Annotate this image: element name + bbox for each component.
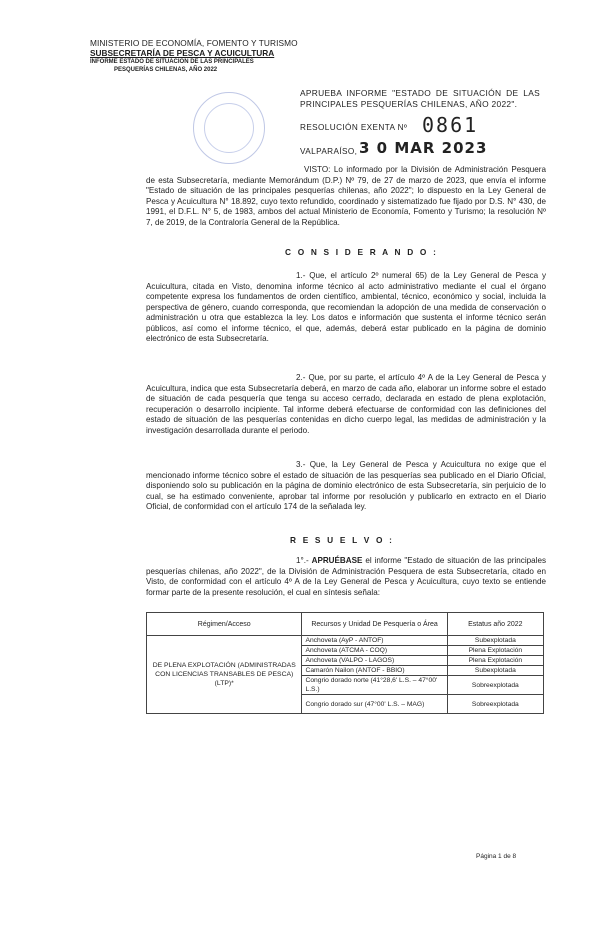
item-number: 1.-: [296, 271, 306, 280]
table-row: [147, 636, 544, 646]
undersecretariat-name: SUBSECRETARÍA DE PESCA Y ACUICULTURA: [90, 48, 275, 58]
official-stamp: [193, 92, 265, 164]
resuelvo-paragraph: [146, 556, 546, 598]
resolution-number: 0861: [422, 113, 479, 137]
item-text: Que, la Ley General de Pesca y Acuicultura no exige que el mencionado informe técnico sobre el estado de situación de las pesquerías sea publicado en el Diario Oficial, disponiendo solo su publicación en la página de dominio electrónico de esta Subsecretaría, sin perjuicio de lo cual, se ha estimado conveniente, aprobar tal informe por resolución y publicarlo en extracto en el Diario Oficial, de conformidad con el artículo 174 de la señalada ley.: [146, 460, 546, 511]
item-number: 2.-: [296, 373, 306, 382]
visto-paragraph: [146, 165, 546, 228]
regimen-cell: DE PLENA EXPLOTACIÓN (ADMINISTRADAS CON LICENCIAS TRANSABLES DE PESCA) (LTP)*: [147, 636, 302, 714]
ministry-name: MINISTERIO DE ECONOMÍA, FOMENTO Y TURISMO: [90, 38, 298, 48]
place-label: VALPARAÍSO,: [300, 147, 358, 156]
resolution-label: RESOLUCIÓN EXENTA Nº: [300, 123, 408, 132]
considerando-item-3: [146, 460, 546, 513]
recurso-cell: Congrio dorado norte (41°28,6' L.S. – 47°00' L.S.): [302, 676, 447, 695]
resuelvo-text: el informe "Estado de situación de las principales pesquerías chilenas, año 2022", de la División de Administración Pesquera de esta Subsecretaría, citado en Visto, de conformidad con el artículo 4º A de la Ley General de Pesca y Acuicultura, cuyo texto se entiende formar parte de la presente resolución, el cual en síntesis señala:: [146, 556, 546, 597]
estatus-cell: Plena Explotación: [447, 646, 543, 656]
resuelvo-lead: APRUÉBASE: [311, 556, 363, 565]
resolution-date: 3 0 MAR 2023: [359, 139, 488, 157]
considerando-item-1: [146, 271, 546, 345]
considerando-item-2: [146, 373, 546, 436]
recurso-cell: Camarón Nailon (ANTOF - BBIO): [302, 666, 447, 676]
estatus-cell: Sobreexplotada: [447, 676, 543, 695]
header-recursos: Recursos y Unidad De Pesquería o Área: [302, 613, 447, 636]
visto-text: Lo informado por la División de Administración Pesquera de esta Subsecretaría, mediante Memorándum (D.P.) Nº 79, de 27 de marzo de 2023, que envía el informe "Estado de situación de las principales pesquerías chilenas, año 2022"; lo dispuesto en la Ley General de Pesca y Acuicultura N° 18.892, cuyo texto refundido, coordinado y sistematizado fue fijado por D.S. N° 430, de 1991, el D.F.L. N° 5, de 1983, ambos del actual Ministerio de Economía, Fomento y Turismo; la resolución Nº 7, de 2019, de la Contraloría General de la República.: [146, 165, 546, 227]
estatus-cell: Subexplotada: [447, 666, 543, 676]
resuelvo-heading: R E S U E L V O :: [290, 535, 395, 545]
report-line-2: PESQUERÍAS CHILENAS, AÑO 2022: [114, 67, 218, 73]
recurso-cell: Congrio dorado sur (47°00' L.S. – MAG): [302, 695, 447, 714]
header-estatus: Estatus año 2022: [447, 613, 543, 636]
considerando-heading: C O N S I D E R A N D O :: [285, 247, 439, 257]
recurso-cell: Anchoveta (ATCMA - COQ): [302, 646, 447, 656]
recurso-cell: Anchoveta (VALPO - LAGOS): [302, 656, 447, 666]
recurso-cell: Anchoveta (AyP - ANTOF): [302, 636, 447, 646]
header-regimen: Régimen/Acceso: [147, 613, 302, 636]
table-header-row: [147, 613, 544, 636]
stamp-inner-ring: [204, 103, 254, 153]
visto-lead: VISTO:: [304, 165, 331, 174]
fishery-status-table: [146, 612, 544, 714]
resuelvo-number: 1°.-: [296, 556, 309, 565]
item-text: Que, el artículo 2º numeral 65) de la Ley General de Pesca y Acuicultura, citada en Visto, denomina informe técnico al acto administrativo mediante el cual el órgano competente expresa los fundamentos de orden científico, ambiental, técnico, económico y social, incluida la perspectiva de género, cuando corresponda, que recomiendan la adopción de una medida de conservación o administración u otra que establezca la ley. Los datos e información que sustenta el informe técnico serán públicos, así como el informe técnico, el que, además, deberá estar publicado en la página de dominio electrónico de esta Subsecretaría.: [146, 271, 546, 343]
estatus-cell: Plena Explotación: [447, 656, 543, 666]
estatus-cell: Sobreexplotada: [447, 695, 543, 714]
report-line-1: INFORME ESTADO DE SITUACIÓN DE LAS PRINCIPALES: [90, 59, 254, 65]
page-number: Página 1 de 8: [476, 853, 517, 860]
ministry-header: [90, 38, 298, 74]
item-text: Que, por su parte, el artículo 4º A de la Ley General de Pesca y Acuicultura, indica que esta Subsecretaría deberá, en marzo de cada año, elaborar un informe sobre el estado de situación de cada pesquería que tenga su acceso cerrado, declarada en estado de plena explotación, recuperación o desarrollo incipiente. Tal informe deberá efectuarse de conformidad con las definiciones del estado de situación de las pesquerías contenidas en dicho cuerpo legal, las medidas de administración y la investigación desarrollada durante el periodo.: [146, 373, 547, 435]
estatus-cell: Subexplotada: [447, 636, 543, 646]
item-number: 3.-: [296, 460, 306, 469]
resolution-subject: APRUEBA INFORME "ESTADO DE SITUACIÓN DE LAS PRINCIPALES PESQUERÍAS CHILENAS, AÑO 2022".: [300, 88, 540, 109]
